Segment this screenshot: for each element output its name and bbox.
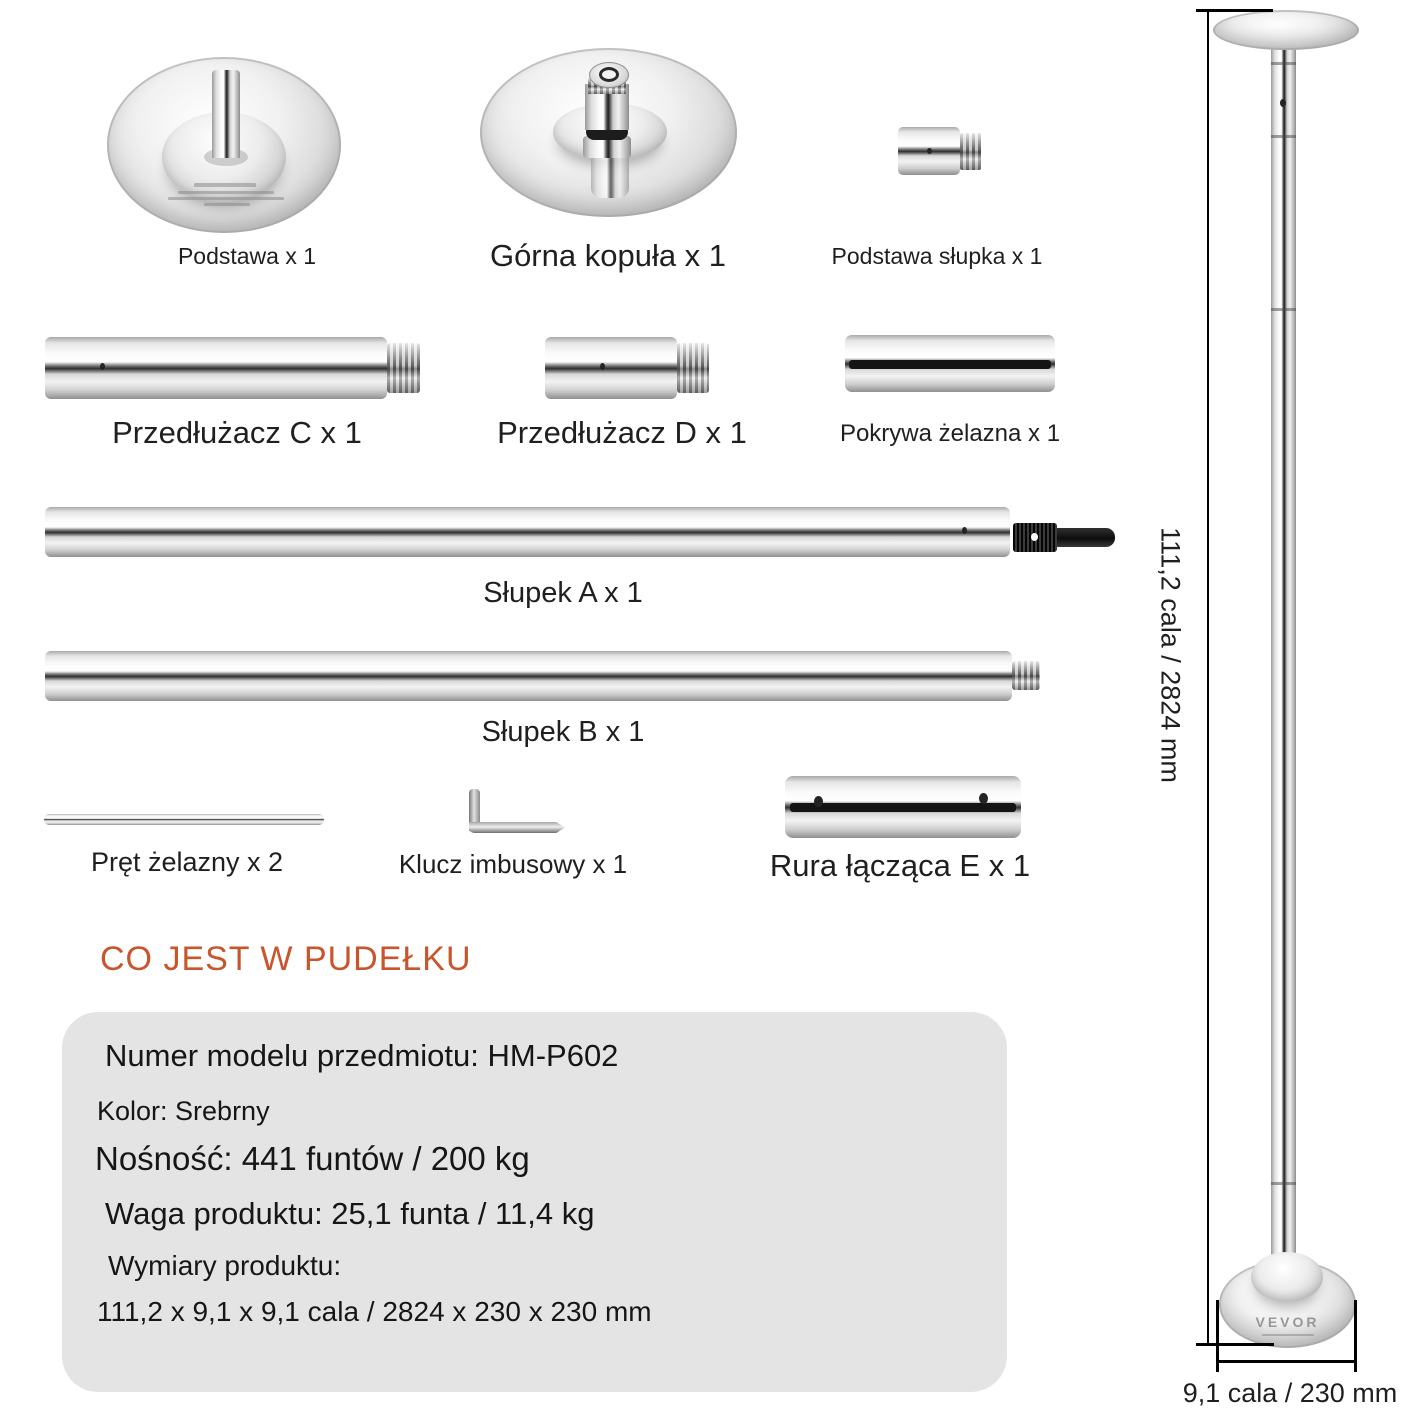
label-pokrywa-zelazna: Pokrywa żelazna x 1 [839, 420, 1061, 447]
pole-a-hole [962, 527, 967, 534]
assembled-top-dome [1213, 10, 1359, 50]
spec-model: Numer modelu przedmiotu: HM-P602 [105, 1038, 619, 1073]
top-dome-cap-hole [599, 67, 619, 82]
pole-a-adjuster-hole [1031, 533, 1038, 541]
extension-d-thread [677, 343, 709, 393]
post-base-hole [927, 148, 932, 154]
extension-d-hole [600, 363, 605, 370]
label-klucz-imbusowy: Klucz imbusowy x 1 [398, 849, 628, 879]
spec-weight: Waga produktu: 25,1 funta / 11,4 kg [105, 1196, 595, 1231]
label-slupek-a: Słupek A x 1 [483, 577, 643, 609]
label-przedluzacz-d: Przedłużacz D x 1 [497, 415, 747, 450]
base-plate-print-line-1 [194, 183, 256, 187]
assembled-pole-shaft [1271, 36, 1296, 1286]
label-podstawa-slupka: Podstawa słupka x 1 [831, 243, 1043, 269]
extension-c-hole [100, 363, 105, 370]
iron-cover-body [845, 335, 1055, 392]
pole-a-body [45, 507, 1010, 557]
post-base-thread [960, 133, 981, 170]
pole-joint-1 [1271, 62, 1296, 65]
extension-c-thread [387, 343, 420, 393]
width-dimension-line [1216, 1360, 1357, 1363]
pole-a-adjuster-rod [1057, 528, 1115, 547]
pole-b-thread [1012, 661, 1040, 690]
label-pret-zelazny: Pręt żelazny x 2 [90, 847, 284, 877]
assembled-pole-hole [1280, 99, 1286, 107]
spec-dimensions-value: 111,2 x 9,1 x 9,1 cala / 2824 x 230 x 230 mm [97, 1296, 652, 1327]
height-dim-bottom-tick [1196, 1343, 1274, 1346]
connecting-tube-hole-right [979, 793, 988, 804]
iron-rod-image [44, 814, 324, 825]
base-plate-post [212, 70, 240, 158]
base-plate-print-line-4 [204, 203, 250, 206]
connecting-tube-hole-left [814, 796, 823, 807]
pole-joint-2 [1271, 135, 1296, 138]
label-przedluzacz-c: Przedłużacz C x 1 [112, 415, 362, 450]
base-diameter-label: 9,1 cala / 230 mm [1182, 1378, 1398, 1408]
connecting-tube-body [785, 776, 1021, 838]
label-gorna-kopula: Górna kopuła x 1 [489, 238, 727, 273]
extension-c-body [45, 337, 387, 399]
pole-b-body [45, 651, 1012, 701]
assembled-base-hub [1251, 1252, 1323, 1302]
label-slupek-b: Słupek B x 1 [481, 716, 645, 748]
spec-dimensions-label: Wymiary produktu: [108, 1250, 342, 1281]
pole-joint-4 [1271, 1182, 1296, 1185]
extension-d-body [545, 337, 677, 399]
base-plate-print-line-2 [178, 191, 274, 194]
height-dimension-line [1207, 10, 1209, 1346]
base-plate-print-line-3 [168, 197, 284, 200]
base-brand-logo: VEVOR [1255, 1314, 1320, 1330]
label-podstawa: Podstawa x 1 [177, 243, 317, 269]
iron-cover-stripe [849, 360, 1051, 369]
spec-load-capacity: Nośność: 441 funtów / 200 kg [95, 1140, 530, 1177]
connecting-tube-stripe [790, 803, 1017, 812]
section-heading: CO JEST W PUDEŁKU [100, 940, 472, 978]
height-dim-top-tick [1196, 9, 1273, 12]
allen-key-horizontal-arm [469, 822, 565, 833]
pole-joint-3 [1271, 308, 1296, 311]
label-rura-laczaca: Rura łącząca E x 1 [769, 848, 1031, 883]
spec-color: Kolor: Srebrny [97, 1096, 270, 1126]
height-dimension-label: 111,2 cala / 2824 mm [1155, 527, 1186, 783]
base-brand-subline [1262, 1334, 1314, 1336]
